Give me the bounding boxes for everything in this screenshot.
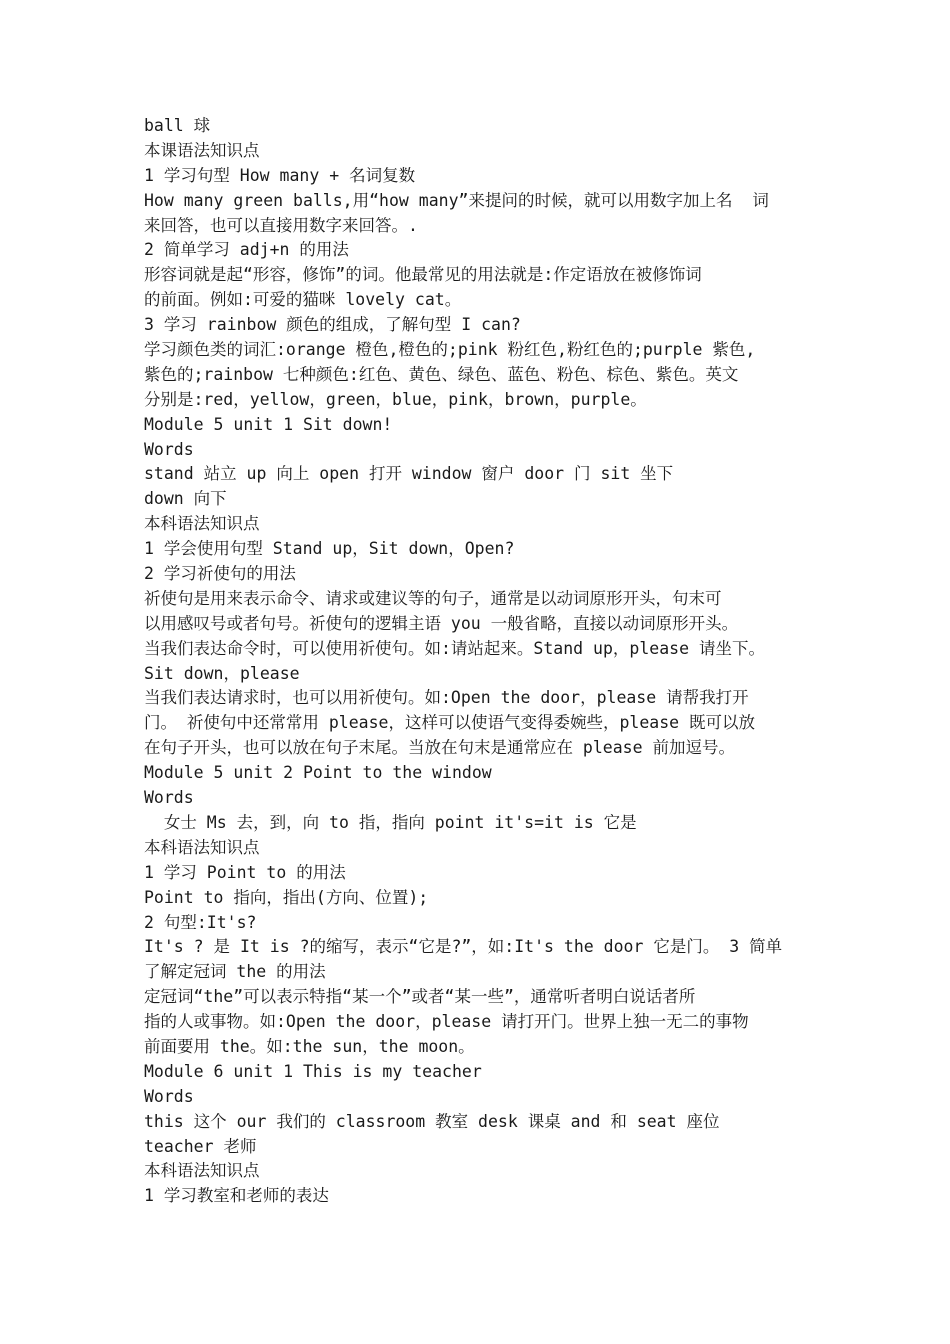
text-line: 前面要用 the。如:the sun，the moon。 (144, 1036, 475, 1056)
text-line: It's ? 是 It is ?的缩写，表示“它是?”，如:It's the door 它是门。 3 简单 (144, 937, 783, 957)
text-line: How many green balls,用“how many”来提问的时候，就可以用数字加上名 词 (144, 190, 769, 210)
text-line: ball 球 (144, 116, 211, 135)
text-line: 3 学习 rainbow 颜色的组成，了解句型 I can? (144, 315, 521, 335)
text-line: 1 学习教室和老师的表达 (144, 1186, 329, 1206)
text-line: 1 学会使用句型 Stand up，Sit down，Open? (144, 539, 515, 559)
text-line: 形容词就是起“形容，修饰”的词。他最常见的用法就是:作定语放在被修饰词 (144, 265, 702, 285)
text-line: Words (144, 1086, 194, 1106)
text-line: 门。 祈使句中还常常用 please，这样可以使语气变得委婉些，please 既可以放 (144, 713, 756, 733)
text-line: Words (144, 788, 194, 808)
text-line: 1 学习 Point to 的用法 (144, 862, 346, 882)
text-line: 以用感叹号或者句号。祈使句的逻辑主语 you 一般省略，直接以动词原形开头。 (144, 613, 739, 633)
text-line: 本科语法知识点 (144, 514, 260, 534)
text-line: 了解定冠词 the 的用法 (144, 962, 326, 982)
text-line: 本课语法知识点 (144, 140, 260, 160)
text-line: 本科语法知识点 (144, 1161, 260, 1181)
text-line: Module 6 unit 1 This is my teacher (144, 1061, 482, 1081)
text-line: Sit down，please (144, 663, 300, 683)
text-line: 2 简单学习 adj+n 的用法 (144, 240, 349, 260)
text-line: 学习颜色类的词汇:orange 橙色,橙色的;pink 粉红色,粉红色的;purple 紫色, (144, 340, 756, 360)
text-line: 指的人或事物。如:Open the door，please 请打开门。世界上独一无二的事物 (144, 1012, 749, 1032)
text-line: 分别是:red，yellow，green，blue，pink，brown，purple。 (144, 389, 647, 409)
text-line: 本科语法知识点 (144, 837, 260, 857)
text-line: this 这个 our 我们的 classroom 教室 desk 课桌 and 和 seat 座位 (144, 1111, 720, 1131)
document-body (144, 114, 814, 1209)
text-line: 祈使句是用来表示命令、请求或建议等的句子，通常是以动词原形开头，句末可 (144, 588, 722, 608)
text-line: teacher 老师 (144, 1136, 257, 1156)
text-line: Words (144, 439, 194, 459)
text-line: 当我们表达请求时，也可以用祈使句。如:Open the door，please 请帮我打开 (144, 688, 749, 708)
text-line: 2 学习祈使句的用法 (144, 564, 296, 584)
text-line: 来回答，也可以直接用数字来回答。. (144, 215, 418, 235)
text-line: down 向下 (144, 489, 227, 509)
text-line: Point to 指向，指出(方向、位置); (144, 887, 429, 907)
text-line: 1 学习句型 How many + 名词复数 (144, 165, 416, 185)
text-line: Module 5 unit 2 Point to the window (144, 763, 492, 783)
text-line: stand 站立 up 向上 open 打开 window 窗户 door 门 sit 坐下 (144, 464, 674, 484)
text-line: 女士 Ms 去，到，向 to 指，指向 point it's=it is 它是 (144, 812, 637, 832)
text-line: 当我们表达命令时，可以使用祈使句。如:请站起来。Stand up，please 请坐下。 (144, 638, 765, 658)
text-line: 的前面。例如:可爱的猫咪 lovely cat。 (144, 290, 462, 310)
text-line: 在句子开头，也可以放在句子末尾。当放在句末是通常应在 please 前加逗号。 (144, 738, 735, 758)
text-line: Module 5 unit 1 Sit down! (144, 414, 393, 434)
text-line: 2 句型:It's? (144, 912, 257, 932)
text-line: 紫色的;rainbow 七种颜色:红色、黄色、绿色、蓝色、粉色、棕色、紫色。英文 (144, 364, 739, 384)
text-line: 定冠词“the”可以表示特指“某一个”或者“某一些”，通常听者明白说话者所 (144, 987, 696, 1007)
